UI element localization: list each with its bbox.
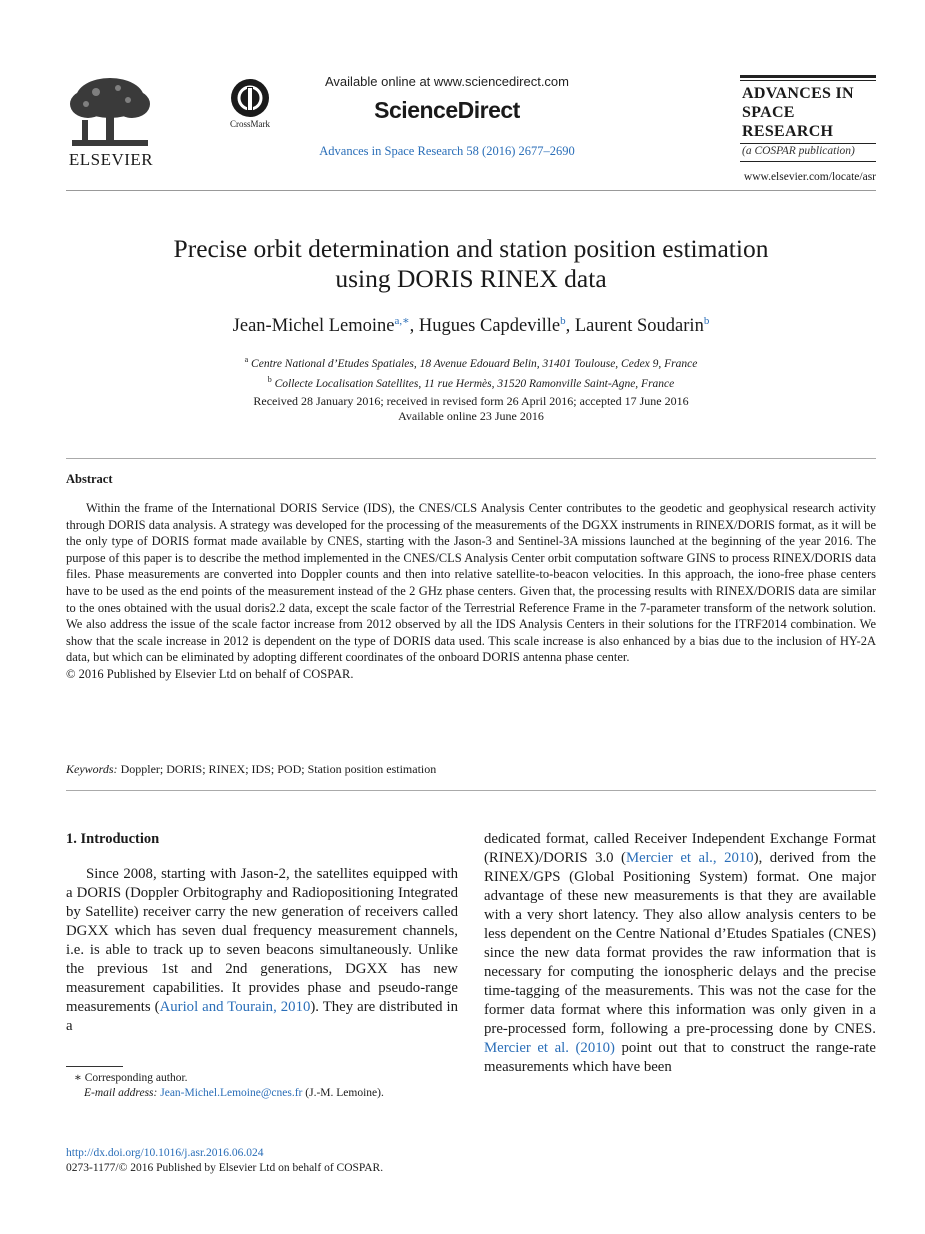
abstract-bottom-rule — [66, 790, 876, 791]
journal-logo-text — [740, 81, 876, 141]
journal-logo-line: RESEARCH — [742, 123, 834, 140]
logo-rule — [740, 161, 876, 162]
doi-link[interactable]: http://dx.doi.org/10.1016/j.asr.2016.06.024 — [66, 1147, 264, 1159]
affiliation-text: Collecte Localisation Satellites, 11 rue Hermès, 31520 Ramonville Saint-Agne, France — [274, 377, 675, 390]
article-dates — [66, 394, 876, 424]
sciencedirect-logo[interactable]: ScienceDirect — [374, 97, 520, 123]
crossmark-label: CrossMark — [230, 119, 270, 129]
title-line: Precise orbit determination and station position estimation — [173, 234, 769, 263]
citation-link[interactable]: Mercier et al. (2010) — [484, 1040, 615, 1056]
affiliation-mark: a — [244, 355, 249, 364]
abstract-top-rule — [66, 458, 876, 459]
paragraph-text: ). They are distributed in a — [66, 999, 458, 1034]
email-suffix: (J.-M. Lemoine). — [302, 1087, 384, 1099]
corresponding-author-note: ∗ Corresponding author. — [74, 1072, 188, 1084]
affiliation-line — [66, 372, 876, 392]
issn-copyright: 0273-1177/© 2016 Published by Elsevier Ltd on behalf of COSPAR. — [66, 1162, 384, 1174]
intro-paragraph — [66, 865, 458, 1036]
affiliation-line — [66, 352, 876, 372]
author-affiliation-mark[interactable]: b — [560, 315, 566, 327]
author-separator: , — [409, 316, 419, 336]
email-note — [66, 1086, 458, 1101]
abstract-copyright: © 2016 Published by Elsevier Ltd on behalf of COSPAR. — [66, 666, 354, 681]
author-list — [66, 314, 876, 337]
keywords — [66, 762, 436, 777]
crossmark-badge[interactable] — [226, 78, 274, 129]
paragraph-text: ), derived from the RINEX/GPS (Global Positioning System) format. One major advantage of these new measurements is that they are available with a very short latency. They also allow analysis centers to be less dependent on the Centre National d’Etudes Spatiales (CNES) since the new data format provides the raw information that is necessary for computing the ionospheric delays and the precise time-tagging of the measurements. This was not the case for the former data format where this information was only given in a pre-processed form, following a pre-processing done by CNES. — [484, 850, 876, 1037]
affiliation-mark: b — [267, 374, 272, 384]
header-center — [290, 74, 604, 159]
right-column — [484, 830, 876, 1077]
section-heading: 1. Introduction — [66, 831, 160, 847]
crossmark-icon — [230, 78, 270, 118]
keywords-list: Doppler; DORIS; RINEX; IDS; POD; Station position estimation — [120, 762, 437, 776]
journal-reference-link[interactable]: Advances in Space Research 58 (2016) 2677–2690 — [319, 144, 575, 158]
keywords-label: Keywords: — [66, 762, 118, 776]
paragraph-text: dedicated format, called Receiver Independent Exchange Format (RINEX)/DORIS 3.0 ( — [484, 831, 876, 866]
abstract-text: Within the frame of the International DORIS Service (IDS), the CNES/CLS Analysis Center contributes to the geodetic and geophysical research activity through DORIS data analysis. A strategy was developed for the processing of the measurements of the DGXX instruments in RINEX/DORIS format, as it will be the only type of DORIS format made available by CNES, starting with the Jason-3 and Sentinel-3A missions launched at the beginning of the year 2016. The purpose of this paper is to describe the method implemented in the CNES/CLS Analysis Center orbit computation software GINS to process RINEX/DORIS data files. Phase measurements are converted into Doppler counts and then into relative satellite-to-beacon velocities. In this approach, the iono-free phase centers have to be used as the end points of the measurement instead of the 2 GHz phase centers. Given that, the processing results with RINEX/DORIS data are similar to the ones obtained with the usual doris2.2 data, except the scale factor of the Terrestrial Reference Frame in the 7-parameter transform of the network solution. We also address the issue of the scale factor increase from 2012 observed by all the IDS Analysis Centers in their solutions for the ITRF2014 combination. We show that the scale increase in 2012 is dependent on the type of DORIS data used. This scale increase is also enhanced by a bias due to the inclusion of HY-2A data, but which can be eliminated by adopting different coordinates of the onboard DORIS antenna phase center. — [66, 501, 876, 665]
left-column — [66, 830, 458, 1036]
doi-block — [66, 1146, 383, 1176]
journal-logo-line: ADVANCES IN — [742, 85, 854, 102]
abstract-body — [66, 500, 876, 683]
footnote-divider — [66, 1066, 123, 1067]
email-link[interactable]: Jean-Michel.Lemoine@cnes.fr — [160, 1087, 303, 1099]
article-title — [66, 234, 876, 294]
header-divider — [66, 190, 876, 191]
journal-logo — [740, 75, 876, 162]
affiliations — [66, 352, 876, 392]
author-name: Jean-Michel Lemoine — [232, 316, 395, 336]
cospar-label: (a COSPAR publication) — [742, 145, 855, 157]
author-separator: , — [565, 316, 575, 336]
journal-url[interactable]: www.elsevier.com/locate/asr — [743, 171, 876, 183]
abstract-heading: Abstract — [66, 472, 113, 486]
publisher-name: ELSEVIER — [68, 150, 154, 169]
citation-link[interactable]: Mercier et al., 2010 — [626, 850, 754, 866]
available-online-text: Available online at www.sciencedirect.com — [325, 74, 569, 89]
logo-rule — [740, 75, 876, 78]
email-label: E-mail address: — [84, 1087, 158, 1099]
author-affiliation-mark[interactable]: a,∗ — [394, 315, 410, 327]
intro-paragraph-continued — [484, 830, 876, 1077]
affiliation-text: Centre National d’Etudes Spatiales, 18 Avenue Edouard Belin, 31401 Toulouse, Cedex 9, France — [251, 357, 698, 370]
citation-link[interactable]: Auriol and Tourain, 2010 — [159, 999, 311, 1015]
title-line: using DORIS RINEX data — [335, 264, 607, 293]
author-name: Laurent Soudarin — [574, 316, 704, 336]
paragraph-text: Since 2008, starting with Jason-2, the satellites equipped with a DORIS (Doppler Orbitography and Radiopositioning Integrated by Satellite) receiver carry the new generation of receivers called DGXX which has seven dual frequency measurement channels, i.e. is able to track up to seven beacons simultaneously. Unlike the previous 1st and 2nd generations, DGXX has new measurement capabilities. It provides phase and pseudo-range measurements ( — [66, 866, 458, 1015]
journal-logo-line: SPACE — [742, 104, 795, 121]
author-affiliation-mark[interactable]: b — [703, 315, 710, 327]
available-date: Available online 23 June 2016 — [398, 409, 544, 423]
author-name: Hugues Capdeville — [418, 316, 561, 336]
footnotes — [66, 1071, 458, 1101]
paragraph-text: point out that to construct the range-rate measurements which have been — [484, 1040, 876, 1075]
received-dates: Received 28 January 2016; received in revised form 26 April 2016; accepted 17 June 2016 — [253, 394, 689, 408]
